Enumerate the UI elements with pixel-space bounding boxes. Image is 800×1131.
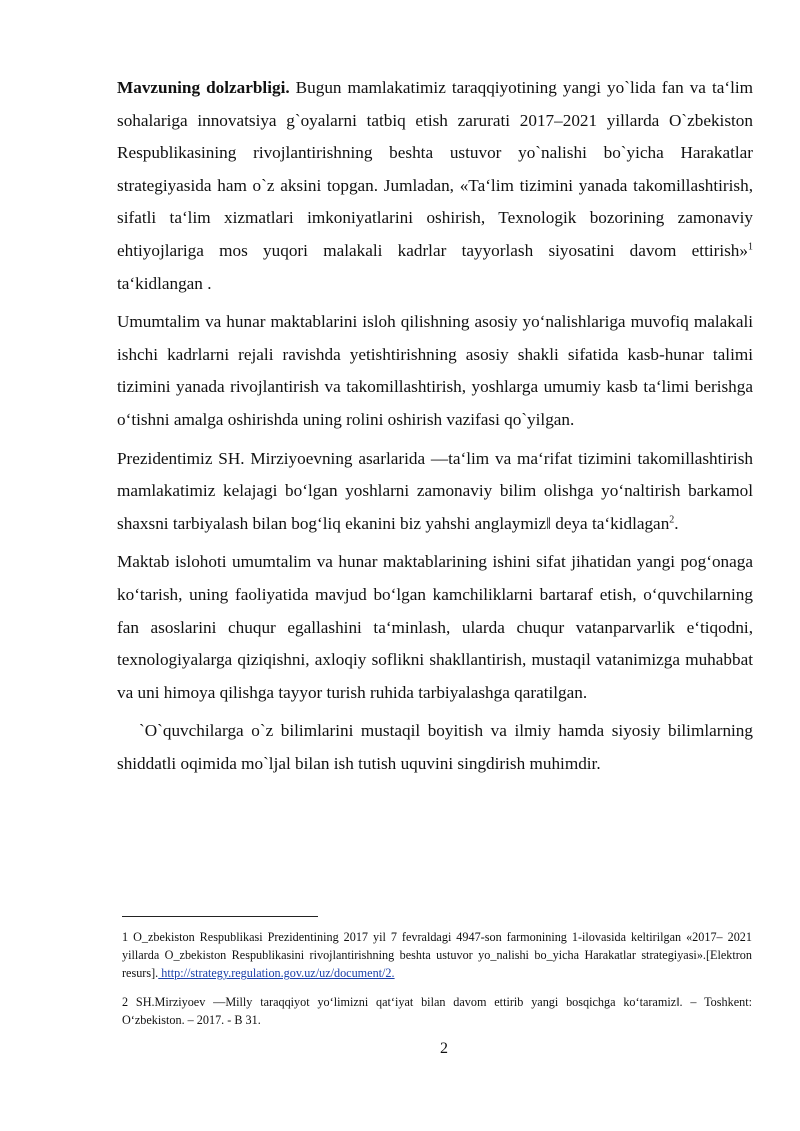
footnotes (122, 928, 752, 1029)
footnote-2: 2 SH.Mirziyoev ―Milly taraqqiyot yo‘limizni qat‘iyat bilan davom ettirib yangi bosqichga ko‘taramiz‖. – Toshkent: O‘zbekiston. – 2017. - B 31. (122, 994, 752, 1027)
paragraph-students: `O`quvchilarga o`z bilimlarini mustaqil boyitish va ilmiy hamda siyosiy bilimlarning shiddatli oqimida mo`ljal bilan ish tutish uquvini singdirish muhimdir. (117, 721, 753, 773)
footnote-ref-1[interactable]: 1 (748, 241, 753, 253)
paragraph-text: Prezidentimiz SH. Mirziyoevning asarlarida ―ta‘lim va ma‘rifat tizimini takomillashtirish mamlakatimiz kelajagi bo‘lgan yoshlarni zamonaviy bilim olishga yo‘naltirish barkamol shaxsni tarbiyalash bilan bog‘liq ekanini biz yahshi anglaymiz‖ deya ta‘kidlagan (117, 448, 753, 533)
footnote-separator (122, 916, 318, 917)
paragraph-text: Bugun mamlakatimiz taraqqiyotining yangi yo`lida fan va ta‘lim sohalariga innovatsiya g`oyalarni tatbiq etish zarurati 2017–2021 yillarda O`zbekiston Respublikasining rivojlantirishning beshta ustuvor yo`nalishi bo`yicha Harakatlar strategiyasida ham o`z aksini topgan. Jumladan, «Ta‘lim tizimini yanada takomillashtirish, sifatli ta‘lim xizmatlari imkoniyatlarini oshirish, Texnologik bozorining zamonaviy ehtiyojlariga mos yuqori malakali kadrlar tayyorlash siyosatini davom ettirish» (117, 78, 753, 260)
paragraph-president (117, 443, 753, 541)
paragraph-reform: Umumtalim va hunar maktablarini isloh qilishning asosiy yo‘nalishlariga muvofiq malakali ishchi kadrlarni rejali ravishda yetishtirishning asosiy shakli sifatida kasb-hunar talimi tizimini yanada rivojlantirish va takomillashtirish, yoshlarga umumiy kasb ta‘limi berishga o‘tishni amalga oshirishda uning rolini oshirish vazifasi qo`yilgan. (117, 312, 753, 429)
footnote-ref-2[interactable]: 2 (669, 513, 675, 525)
document-body (117, 72, 753, 780)
section-heading: Mavzuning dolzarbligi. (117, 78, 290, 97)
paragraph-relevance (117, 72, 753, 300)
footnote-1-link[interactable]: http://strategy.regulation.gov.uz/uz/document/2. (158, 966, 395, 981)
page-number: 2 (440, 1040, 448, 1057)
footnote-1-text: 1 O_zbekiston Respublikasi Prezidentining 2017 yil 7 fevraldagi 4947-son farmonining 1-ilovasida keltirilgan «2017– 2021 yillarda O_zbekiston Respublikasini rivojlantirishning beshta ustuvor yo_nalishi bo_yicha Harakatlar strategiyasi».[Elektron resurs]. (122, 930, 752, 981)
paragraph-text-tail: . (674, 513, 679, 533)
paragraph-text-tail: ta‘kidlangan . (117, 273, 212, 293)
footnote-1 (122, 928, 752, 983)
paragraph-school-reform: Maktab islohoti umumtalim va hunar maktablarining ishini sifat jihatidan yangi pog‘onaga ko‘tarish, uning faoliyatida mavjud bo‘lgan kamchiliklarni bartaraf etish, o‘quvchilarning fan asoslarini chuqur egallashini ta‘minlash, ularda chuqur vatanparvarlik e‘tiqodni, texnologiyalarga qiziqishni, axloqiy soflikni shakllantirish, mustaqil vatanimizga muhabbat va uni himoya qilishga tayyor turish ruhida tarbiyalashga qaratilgan. (117, 552, 753, 702)
